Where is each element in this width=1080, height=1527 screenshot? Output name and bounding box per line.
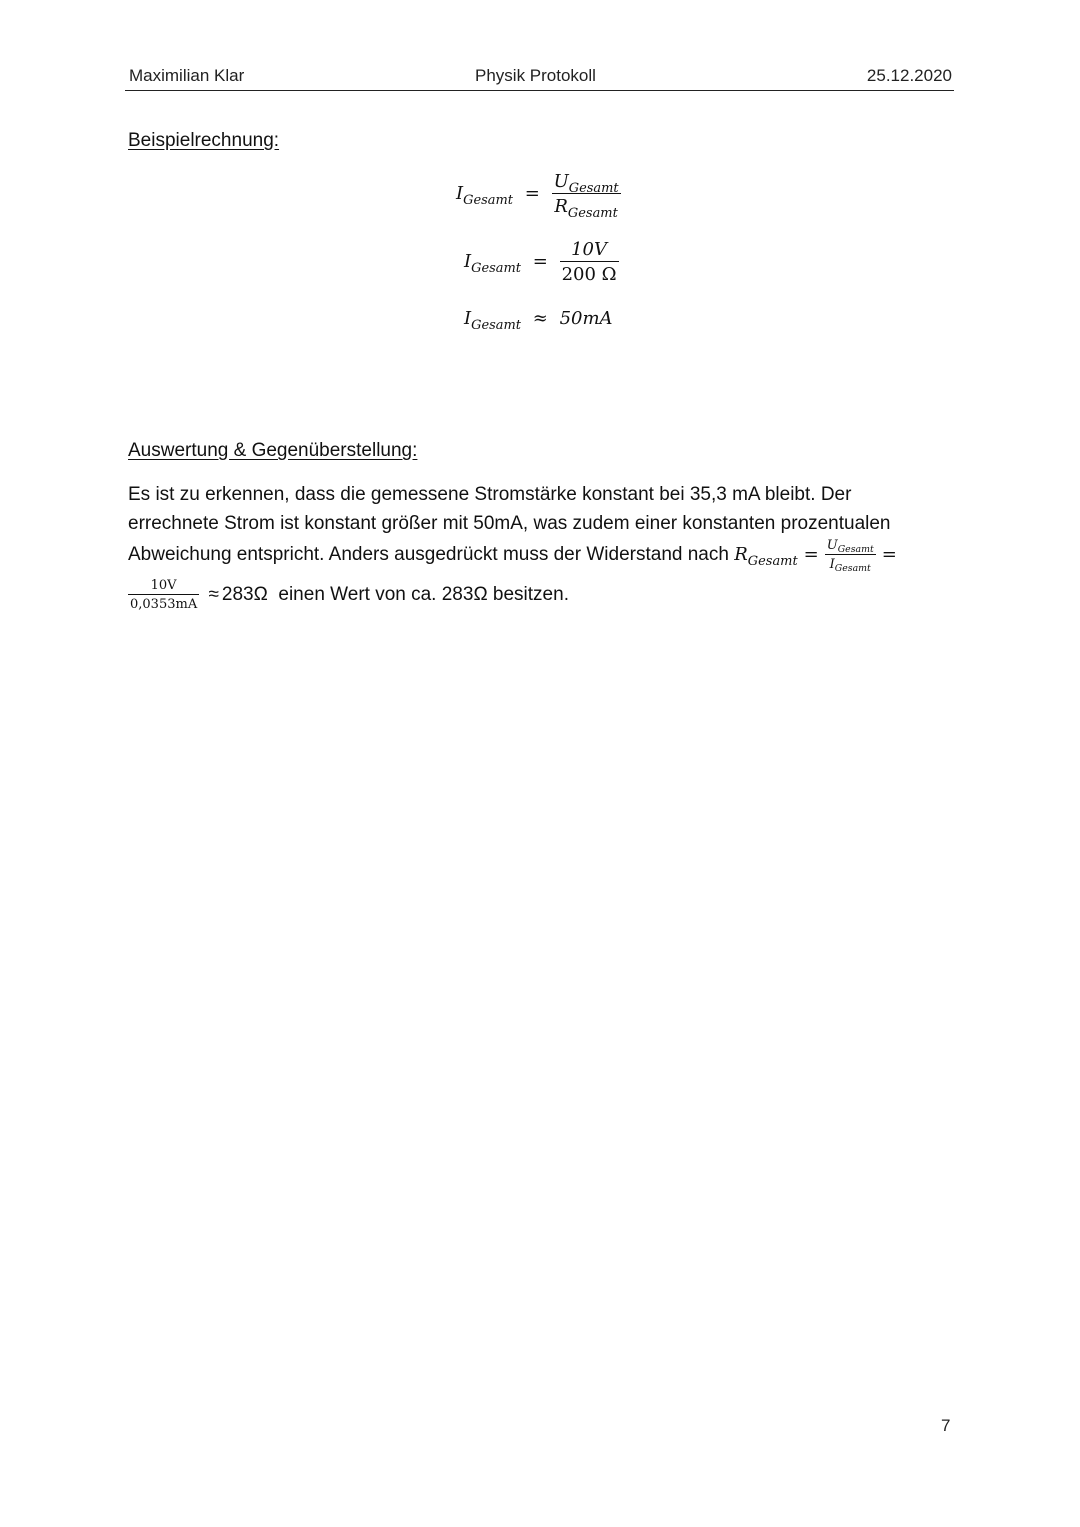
example-heading: Beispielrechnung: bbox=[128, 130, 280, 151]
evaluation-line-4: $\frac{10V}{0,0353mA}$ ≈ 283Ω einen Wert von ca. 283Ω besitzen. bbox=[130, 578, 569, 612]
eq2-fraction: $\frac{10V}{200 \Omega}$ bbox=[561, 239, 617, 285]
header-subject: Physik Protokoll bbox=[475, 66, 596, 85]
evaluation-line-1: Es ist zu erkennen, dass die gemessene Stromstärke konstant bei 35,3 mA bleibt. Der bbox=[128, 484, 852, 505]
evaluation-heading: Auswertung & Gegenüberstellung: bbox=[128, 440, 418, 461]
eq3-lhs: $I_{Gesamt}$ bbox=[464, 308, 521, 333]
eq1-fraction: $\frac{U_{Gesamt}}{R_{Gesamt}}$ bbox=[553, 171, 619, 221]
inline-fraction-values: $\frac{10V}{0,0353mA}$ bbox=[130, 578, 198, 612]
evaluation-line-2: errechnete Strom ist konstant größer mit 50mA, was zudem einer konstanten prozentualen bbox=[128, 513, 891, 534]
page-number: 7 bbox=[941, 1416, 951, 1435]
equation-ohm: $I_{Gesamt}$ = $\frac{U_{Gesamt}}{R_{Gesamt}}$ bbox=[456, 171, 619, 221]
evaluation-line-3: Abweichung entspricht. Anders ausgedrückt muss der Widerstand nach $R_{Gesamt}$ = $\frac{U_{Gesamt}}{I_{Gesamt}}$ = bbox=[128, 538, 903, 572]
approx-value: 283Ω bbox=[221, 584, 268, 606]
eq2-lhs: $I_{Gesamt}$ bbox=[464, 251, 521, 276]
eq3-result: 50mA bbox=[559, 308, 613, 329]
page-header bbox=[125, 64, 954, 91]
inline-fraction-u-i: $\frac{U_{Gesamt}}{I_{Gesamt}}$ bbox=[826, 538, 874, 575]
eq1-lhs: $I_{Gesamt}$ bbox=[456, 183, 513, 208]
equation-result: $I_{Gesamt} \approx 50mA$ bbox=[464, 308, 613, 333]
inline-r-total: $R_{Gesamt}$ = $\frac{U_{Gesamt}}{I_{Gesamt}}$ = bbox=[734, 538, 897, 575]
header-date: 25.12.2020 bbox=[866, 66, 952, 85]
equation-substitution: $I_{Gesamt}$ = $\frac{10V}{200 \Omega}$ bbox=[464, 239, 617, 285]
header-author: Maximilian Klar bbox=[129, 66, 245, 85]
